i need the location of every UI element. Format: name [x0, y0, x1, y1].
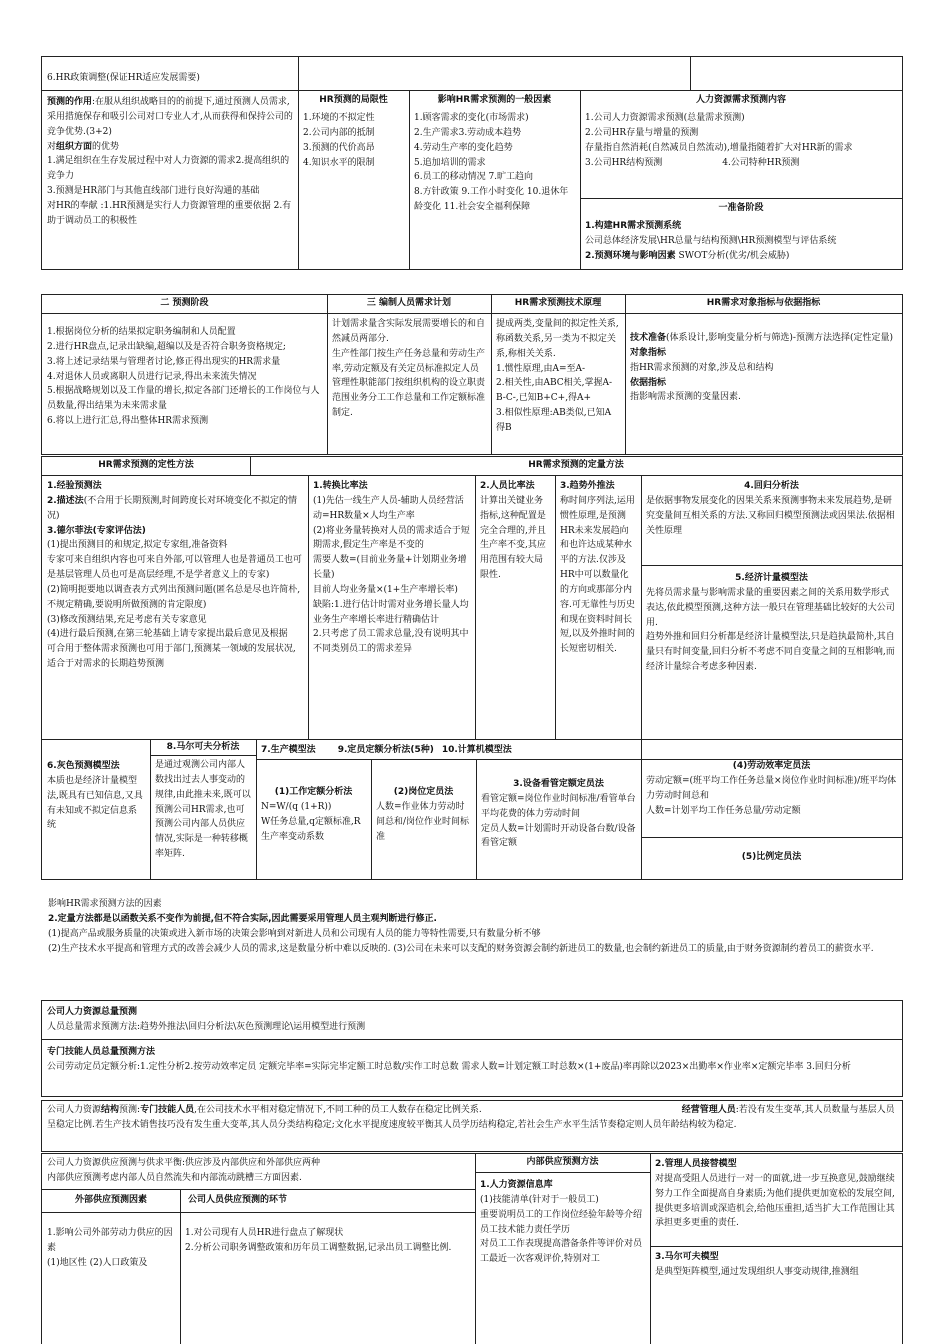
qualitative-list: 1.经验预测法 2.描述法(不合用于长期预测,时间跨度长对环境变化不拟定的情况) 3.德尔菲法(专家评估法) (1)提出预测目的和规定,拟定专家组,准备资料 专家可来自组织内容也可来自外部,可以管理人也是普通员工也可是基层管理人员也可是高层经理,不是学者意义上的专家) (2)简明扼要地以调查表方式列出预测问题(匿名总是尽也许简朴,不规定精确,要说明所做预测的肯定限度) (3)修改预测结果,充足考虑有关专家意见 (4)进行最后预测,在第三轮基础上请专家提出最后意见及根据 可合用于整体需求预测也可用于部门,预测某一领域的发展状况,适合于对需求的长期趋势预测 — [47, 481, 302, 670]
qualitative-heading: HR需求预测的定性方法 — [98, 460, 194, 470]
trend-extrapolation-method: 3.趋势外推法 称时间序列法,运用惯性原理,是预测HR未来发展趋向和也许达成某种水平的方法.仅涉及HR中可以数量化的方向或那部分内容.可无靠性与历史和现在资料时间长短,以及外推时间的长短密切相关. — [560, 481, 635, 655]
prediction-stage-list: 1.根据岗位分析的结果拟定职务编制和人员配置 2.进行HR盘点,记录出缺编,超编以及是否符合职务资格规定; 3.将上述记录结果与管理者讨论,修正得出现实的HR需求量 4.对退休人员或离职人员进行记录,得出未来流失情况 5.根据战略规划以及工作量的增长,拟定各部门还增长的工作岗位与人员数量,得出结果为未来需求量 6.将以上进行汇总,得出整体HR需求预测 — [47, 327, 320, 427]
manager-succession-model: 2.管理人员接替模型 对提高受阻人员进行一对一的面就,进一步互换意见,鼓励继续努力工作全面提高自身素质;为他们提供更加宽松的发展空间,提供更多培训或深造机会,给他压重担,适当扩大工作范围让其承担更多更重的责任. — [655, 1159, 895, 1229]
markov-text: 是通过观测公司内部人数找出过去人事变动的规律,由此推未来,既可以预测公司HR需求,也可预测公司内部人员供应情况,实际是一种转移概率矩阵. — [155, 760, 251, 860]
indicator-heading: HR需求对象指标与依据指标 — [706, 298, 821, 308]
supply-steps-heading: 公司人员供应预测的环节 — [188, 1195, 288, 1205]
demand-plan-heading: 三 编制人员需求计划 — [366, 298, 452, 308]
demand-plan-list: 计划需求量含实际发展需要增长的和自然减员两部分. 生产性部门按生产任务总量和劳动生产率,劳动定额及有关定员标准拟定人员 管理性职能部门按组织机构的设立职责范围业务分工工作总量和工作定额标准制定. — [332, 319, 486, 419]
tech-principle-heading: HR需求预测技术原理 — [514, 298, 602, 308]
factors-list: 1.顾客需求的变化(市场需求) 2.生产需求3.劳动成本趋势 4.劳动生产率的变化趋势 5.追加培训的需求 6.员工的移动情况 7.旷工趋向 8.方针政策 9.工作小时变化 10.退休年龄变化 11.社会安全福利保障 — [414, 113, 569, 213]
tech-principle-list: 提成两类,变量间的拟定性关系,称函数关系,另一类为不拟定关系,称相关关系. 1.惯性原理,由A=至A- 2.相关性,由ABC相关,掌握A-B-C-,已知B+C+,得A+ 3.相似性原理:AB类似,已知A得B — [496, 319, 619, 433]
section-structure-forecast — [41, 1100, 903, 1152]
section-prediction-overview — [41, 56, 903, 270]
ratio-staffing-heading: (5)比例定员法 — [741, 852, 802, 862]
influence-factors-block: 影响HR需求预测方法的因素 2.定量方法都是以函数关系不变作为前提,但不符合实际,因此需要采用管理人员主观判断进行修正. (1)提高产品或服务质量的决策或进入新市场的决策会影响到对新进人员和公司现有人员的能力等特性需要,只有数量分析不够 (2)生产技术水平提高和管理方式的改善会减少人员的需求,这是数量分析中难以反映的. (3)公司在未来可以支配的财务资源会制约新进员工的数量,也会制约新进员工的质量,由于财务资源制约着员工的薪资水平. — [48, 899, 874, 954]
section-total-forecast — [41, 1000, 903, 1097]
supply-steps-list: 1.对公司现有人员HR进行盘点了解现状 2.分析公司职务调整政策和历年员工调整数据,记录出员工调整比例. — [185, 1228, 452, 1253]
prediction-role-text: 预测的作用:在服从组织战略目的的前提下,通过预测人员需求,采用措施保存和吸引公司对口专业人才,从而获得和保持公司的竞争优势.(3+2) 对组织方面的优势 1.满足组织在生存发展过程中对人力资源的需求2.提高组织的竞争力 3.预测是HR部门与其他直线部门进行良好沟通的基础 对HR的奉献 :1.HR预测是实行人力资源管理的重要依据 2.有助于调动员工的积极性 — [47, 97, 293, 226]
internal-supply-list: 1.人力资源信息库 (1)技能清单(针对于一般员工) 重要说明员工的工作岗位经验年龄等介绍员工技术能力责任学历 对员工工作表现提高潜备条件等评价对员工最近一次客观评价,特别对工 — [480, 1180, 643, 1265]
prediction-stage-heading: 二 预测阶段 — [160, 298, 209, 308]
internal-supply-heading: 内部供应预测方法 — [526, 1157, 599, 1167]
quantitative-heading: HR需求预测的定量方法 — [528, 460, 624, 470]
external-supply-heading: 外部供应预测因素 — [74, 1195, 147, 1205]
indicator-list: 技术准备(体系设计,影响变量分析与筛选)-预测方法选择(定性定量) 对象指标 指HR需求预测的对象,涉及总和结构 依据指标 指影响需求预测的变量因素. — [630, 333, 893, 403]
section-methods — [41, 456, 903, 880]
demand-content-heading: 人力资源需求预测内容 — [695, 95, 786, 105]
work-quota-method: (1)工作定额分析法 N=W/(q (1+R)) W任务总量,q定额标准,R生产率变动系数 — [261, 787, 361, 842]
limitations-list: 1.环境的不拟定性 2.公司内部的抵制 3.预测的代价高昂 4.知识水平的限制 — [303, 113, 375, 168]
grey-model-method: 6.灰色预测模型法 本质也是经济计量模型法,既具有已知信息,又具有未知或不拟定信息系统 — [47, 761, 143, 831]
econometric-method: 5.经济计量模型法 先将员需求量与影响需求量的重要因素之间的关系用数学形式表达,依此模型预测,这种方法一般只在管理基础比较好的大公司用. 趋势外推和回归分析都是经济计量模型法,只是趋执最简朴,其自量只有时间变量,回归分析不考虑不同自变量之间的互相影响,而经济计量综合考虑多种因素. — [646, 573, 895, 673]
markov-heading: 8.马尔可夫分析法 — [166, 742, 240, 752]
limitations-heading: HR预测的局限性 — [319, 95, 388, 105]
demand-content-list: 1.公司人力资源需求预测(总量需求预测) 2.公司HR存量与增量的预测 存量指自然消耗(自然减员自然流动),增量指随着扩大对HR新的需求 3.公司HR结构预测 4.公司特种HR预测 — [585, 113, 853, 168]
labor-efficiency-method: (4)劳动效率定员法 劳动定额=(班平均工作任务总量×岗位作业时间标准)/班平均体力劳动时间总和 人数=计划平均工作任务总量/劳动定额 — [646, 761, 897, 816]
staff-ratio-method: 2.人员比率法 计算出关键业务指标,这种配置是完全合理的,并且生产率不变,其应用范围有较大局限性. — [480, 481, 546, 581]
section-supply-forecast — [41, 1153, 903, 1344]
conversion-ratio-method: 1.转换比率法 (1)先估一线生产人员-辅助人员经营活动=HR数量×人均生产率 (2)将业务量转换对人员的需求适合于短期需求,假定生产率是不变的 需要人数=(目前业务量+计划期业务增长量) 目前人均业务量×(1+生产率增长率) 缺陷:1.进行估计时需对业务增长量人均业务生产率增长率进行精确估计 2.只考虑了员工需求总量,没有说明其中不同类别员工的需求差异 — [313, 481, 470, 655]
section-prediction-stage — [41, 294, 903, 455]
factors-heading: 影响HR需求预测的一般因素 — [437, 95, 552, 105]
regression-method: 4.回归分析法 是依据事物发展变化的因果关系来预测事物未来发展趋势,是研究变量间互相关系的方法.又称回归模型预测法或因果法.依据相关性原理 — [646, 481, 895, 536]
prep-stage-list: 1.构建HR需求预测系统 公司总体经济发展\HR总量与结构预测\HR预测模型与评估系统 2.预测环境与影响因素 SWOT分析(优劣/机会威胁) — [585, 221, 837, 261]
hr-policy-adjust-text: 6.HR政策调整(保证HR适应发展需要) — [47, 73, 200, 83]
model-methods-heading: 7.生产模型法 9.定员定额分析法(5种) 10.计算机模型法 — [261, 745, 512, 755]
skilled-forecast-block: 专门技能人员总量预测方法 公司劳动定员定额分析:1.定性分析2.按劳动效率定员 定额完毕率=实际完毕定额工时总数/实作工时总数 需求人数=计划定额工时总数×(1+废品)率再除以2023×出勤率×作业率×定额完毕率 3.回归分析 — [47, 1047, 851, 1072]
prep-stage-heading: 一准备阶段 — [718, 203, 764, 213]
markov-supply-model: 3.马尔可夫模型 是典型矩阵模型,通过发现组织人事变动规律,推测组 — [655, 1252, 859, 1277]
post-staffing-method: (2)岗位定员法 人数=作业体力劳动时间总和/岗位作业时间标准 — [376, 787, 470, 842]
total-forecast-block: 公司人力资源总量预测 人员总量需求预测方法:趋势外推法\回归分析法\灰色预测理论\运用模型进行预测 — [47, 1007, 366, 1032]
external-supply-list: 1.影响公司外部劳动力供应的因素 (1)地区性 (2)人口政策及 — [47, 1228, 173, 1268]
equipment-quota-method: 3.设备看管定额定员法 看管定额=岗位作业时间标准/看管单台平均花费的体力劳动时间 定员人数=计划需时开动设备台数/设备看管定额 — [481, 779, 636, 849]
structure-forecast-text: 公司人力资源结构预测:专门技能人员,在公司技术水平相对稳定情况下,不同工种的员工人数存在稳定比例关系. 经营管理人员:若没有发生变革,其人员数量与基层人员呈稳定比例.若生产技术销售技巧没有发生重大变革,其人员分类结构稳定;文化水平提度速度较平衡其人员学历结构稳定,若社会生产水平生活节奏稳定则人员年龄结构较为稳定. — [47, 1105, 895, 1130]
supply-intro: 公司人力资源供应预测与供求平衡:供应涉及内部供应和外部供应两种 内部供应预测考虑内部人员自然流失和内部流动跳槽三方面因素. — [47, 1158, 321, 1183]
